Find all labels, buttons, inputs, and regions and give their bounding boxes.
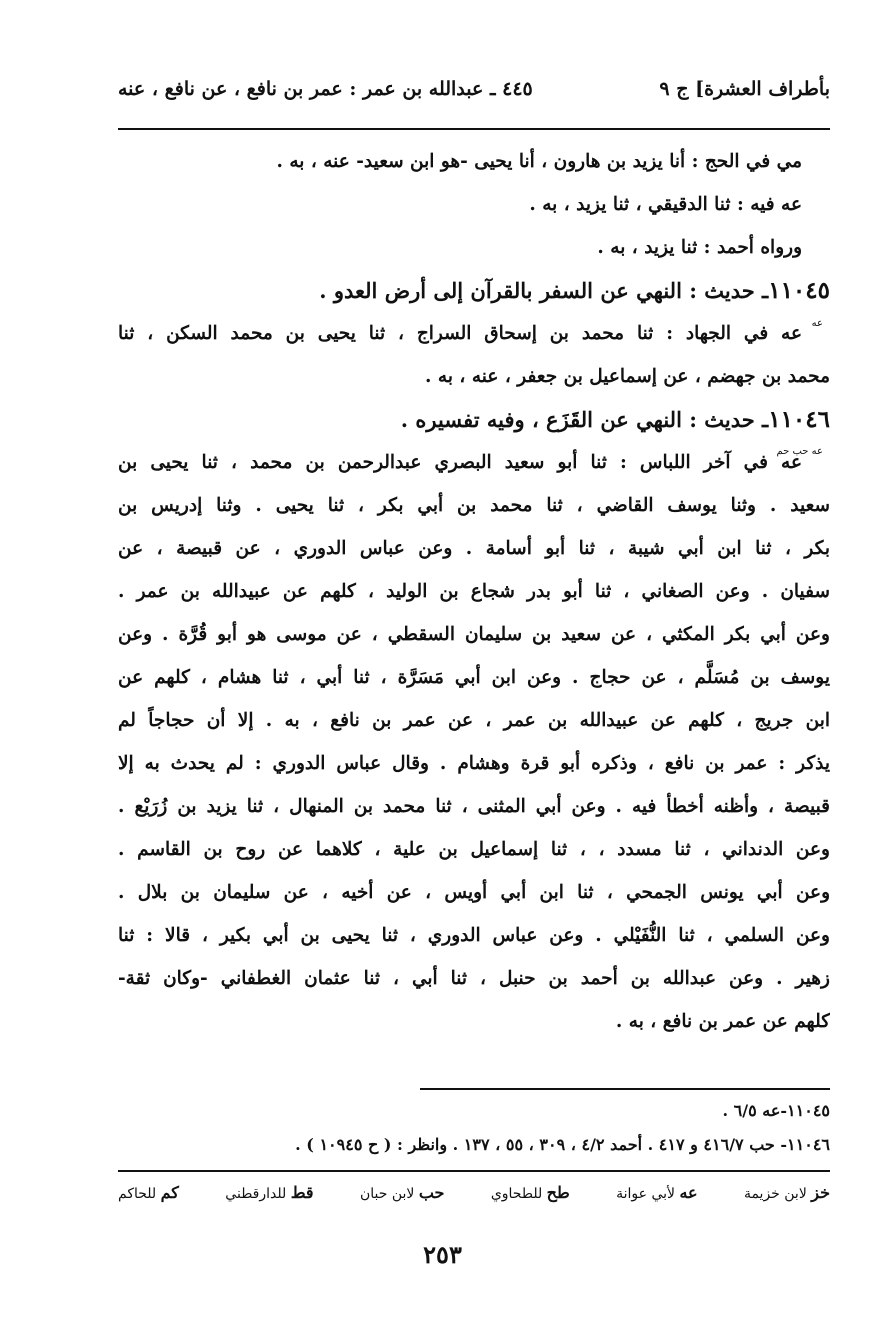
text-line: وعن أبي بكر المكثي ، عن سعيد بن سليمان السقطي ، عن موسى هو أبو قُرَّة . وعن [118, 624, 830, 645]
hadith-heading-11046 [118, 398, 830, 441]
abbreviation-item: كم للحاكم [118, 1183, 179, 1202]
running-title: بأطراف العشرة] ج ٩ [659, 78, 830, 100]
text-line: وعن أبي يونس الجمحي ، ثنا ابن أبي أويس ، عن أخيه ، عن سليمان بن بلال . [118, 882, 830, 903]
text-line: بكر ، ثنا ابن أبي شيبة ، ثنا أبو أسامة . وعن عباس الدوري ، عن قبيصة ، عن [118, 538, 830, 559]
footnotes [118, 1094, 830, 1162]
footnote: ١١٠٤٥-عه ٦/٥ . [722, 1101, 830, 1120]
abbreviation-item: قط للدارقطني [225, 1183, 314, 1202]
text-line: عه فيه : ثنا الدقيقي ، ثنا يزيد ، به . [529, 194, 802, 215]
abbreviation-key [118, 1183, 830, 1202]
page-number: ٢٥٣ [423, 1240, 462, 1269]
text-line: محمد بن جهضم ، عن إسماعيل بن جعفر ، عنه ، به . [425, 366, 830, 387]
text-line: مي في الحج : أنا يزيد بن هارون ، أنا يحيى -هو ابن سعيد- عنه ، به . [276, 151, 802, 172]
hadith-title: ـ حديث : النهي عن السفر بالقرآن إلى أرض العدو . [319, 278, 769, 303]
text-line: سعيد . وثنا يوسف القاضي ، ثنا محمد بن أبي بكر ، ثنا يحيى . وثنا إدريس بن [118, 495, 830, 516]
abbreviation-item: خز لابن خزيمة [743, 1183, 830, 1202]
footer-divider [118, 1170, 830, 1172]
page-header [118, 78, 830, 114]
hadith-heading-11045 [118, 269, 830, 312]
text-line: عه في الجهاد : ثنا محمد بن إسحاق السراج ، ثنا يحيى بن محمد السكن ، ثنا [118, 323, 802, 344]
text-line: زهير . وعن عبدالله بن أحمد بن حنبل ، ثنا أبي ، ثنا عثمان الغطفاني -وكان ثقة- [118, 968, 830, 989]
text-line: وعن السلمي ، ثنا النُّفَيْلي . وعن عباس الدوري ، ثنا يحيى بن أبي بكير ، قالا : ثنا [118, 925, 830, 946]
text-line: يوسف بن مُسَلَّم ، عن حجاج . وعن ابن أبي مَسَرَّة ، ثنا أبي ، ثنا هشام ، كلهم عن [118, 667, 830, 688]
text-line: ابن جريج ، كلهم عن عبيدالله بن عمر ، عن عمر بن نافع ، به . إلا أن حجاجاً لم [118, 710, 830, 731]
text-line: يذكر : عمر بن نافع ، وذكره أبو قرة وهشام . وقال عباس الدوري : لم يحدث به إلا [118, 753, 830, 774]
footnote: ١١٠٤٦- حب ٤١٦/٧ و ٤١٧ . أحمد ٤/٢ ، ٣٠٩ ، ٥٥ ، ١٣٧ . وانظر : ( ح ١٠٩٤٥ ) . [295, 1135, 830, 1154]
footnote-divider [420, 1088, 830, 1090]
main-text [118, 140, 830, 1043]
abbreviation-item: طح للطحاوي [490, 1183, 570, 1202]
hadith-title: ـ حديث : النهي عن القَزَع ، وفيه تفسيره . [400, 407, 769, 432]
text-line: قبيصة ، وأظنه أخطأ فيه . وعن أبي المثنى ، ثنا محمد بن المنهال ، ثنا يزيد بن زُرَيْع . [118, 796, 830, 817]
hadith-number: ١١٠٤٦ [768, 406, 830, 433]
abbreviation-item: حب لابن حبان [359, 1183, 445, 1202]
abbreviation-item: عه لأبي عوانة [616, 1183, 698, 1202]
text-line: عه في آخر اللباس : ثنا أبو سعيد البصري عبدالرحمن بن محمد ، ثنا يحيى بن [118, 452, 802, 473]
source-siglum: عه [811, 318, 823, 329]
text-line: كلهم عن عمر بن نافع ، به . [615, 1011, 830, 1032]
hadith-number: ١١٠٤٥ [768, 277, 830, 304]
source-siglum: عه حب حم [776, 446, 823, 457]
text-line: وعن الدنداني ، ثنا مسدد ، ، ثنا إسماعيل بن علية ، كلاهما عن روح بن القاسم . [118, 839, 830, 860]
text-line: ورواه أحمد : ثنا يزيد ، به . [597, 237, 802, 258]
section-title: ٤٤٥ ـ عبدالله بن عمر : عمر بن نافع ، عن نافع ، عنه [118, 78, 533, 100]
header-divider [118, 128, 830, 130]
text-line: سفيان . وعن الصغاني ، ثنا أبو بدر شجاع بن الوليد ، كلهم عن عبيدالله بن عمر . [118, 581, 830, 602]
